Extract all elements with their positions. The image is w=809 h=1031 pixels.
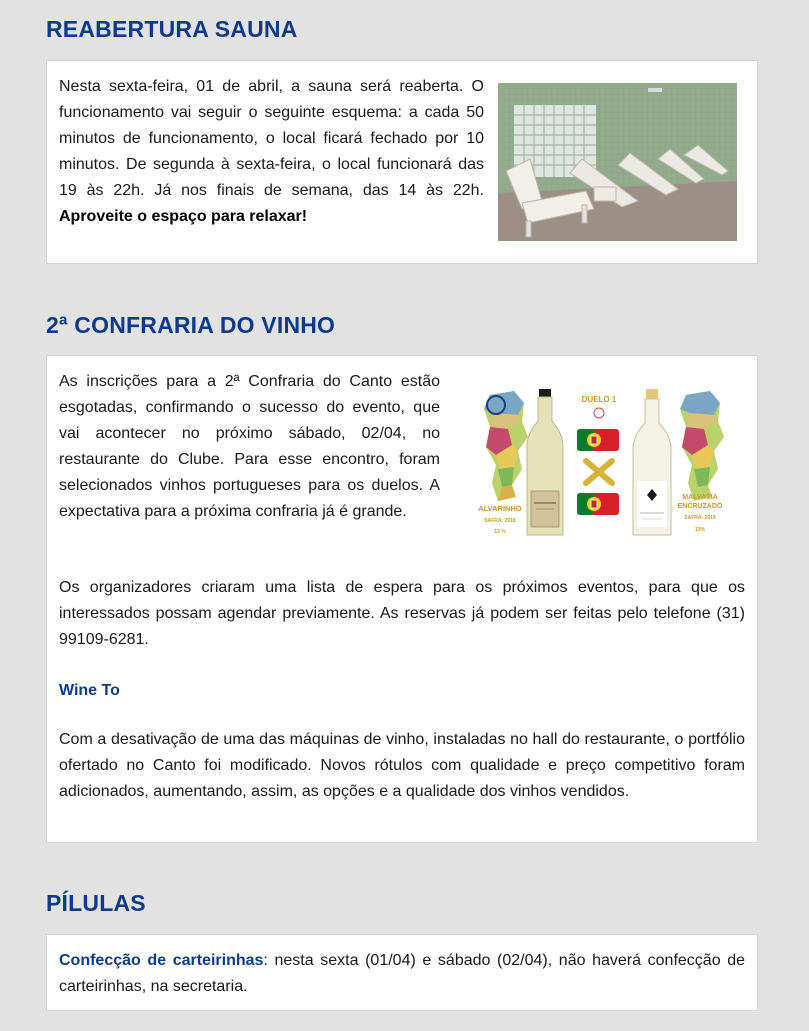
- right-wine-abv: 13%: [694, 527, 706, 533]
- portugal-map-right: [680, 391, 724, 501]
- sauna-section-title: REABERTURA SAUNA: [46, 16, 298, 42]
- pilulas-card: [46, 934, 758, 1011]
- wine-duel-image: [472, 385, 727, 540]
- right-wine-name-1: MALVASIA: [682, 494, 718, 501]
- confraria-card: [46, 355, 758, 843]
- left-wine-bottle: [527, 389, 563, 535]
- portugal-flag-top-icon: [577, 429, 619, 451]
- portugal-flag-bottom-icon: [577, 493, 619, 515]
- pilulas-lead: Confecção de carteirinhas: [59, 952, 264, 969]
- sauna-body: Nesta sexta-feira, 01 de abril, a sauna será reaberta. O funcionamento vai seguir o seguinte esquema: a cada 50 minutos de funcionamento, o local ficará fechado por 10 minutos. De segunda à sexta-feira, o local funcionará das 19 às 22h. Já nos finais de semana, das 14 às 22h.: [59, 78, 484, 199]
- confraria-para-3: Com a desativação de uma das máquinas de vinho, instaladas no hall do restaurante, o portfólio ofertado no Canto foi modificado. Novos rótulos com qualidade e preço competitivo foram adicionados, aumentando, assim, as opções e a qualidade dos vinhos vendidos.: [59, 731, 745, 800]
- sauna-card: [46, 60, 758, 264]
- sauna-photo: [498, 83, 737, 241]
- confraria-para-1: As inscrições para a 2ª Confraria do Canto estão esgotadas, confirmando o sucesso do evento, que vai acontecer no próximo sábado, 02/04, no restaurante do Clube. Para esse encontro, foram selecionados vinhos portugueses para os duelos. A expectativa para a próxima confraria já é grande.: [59, 373, 440, 520]
- confraria-section-title: 2ª CONFRARIA DO VINHO: [46, 312, 336, 338]
- right-wine-bottle: [633, 389, 671, 535]
- portugal-map-left: [484, 391, 528, 501]
- left-wine-name: ALVARINHO: [478, 504, 522, 513]
- duel-label: DUELO 1: [581, 395, 617, 404]
- pilulas-section-title: PÍLULAS: [46, 890, 146, 916]
- sauna-highlight: Aproveite o espaço para relaxar!: [59, 208, 308, 225]
- pilulas-body: : nesta sexta (01/04) e sábado (02/04), não haverá confecção de carteirinhas, na secretaria.: [59, 952, 745, 995]
- pilulas-text: [59, 948, 745, 1000]
- left-wine-safra: SAFRA: 2018: [484, 518, 516, 524]
- duel-x-icon: [586, 461, 612, 483]
- sauna-text: [59, 74, 484, 230]
- right-wine-safra: SAFRA: 2019: [684, 515, 716, 521]
- left-wine-abv: 13 %: [494, 529, 506, 535]
- wine-to-subheading: Wine To: [59, 682, 120, 699]
- right-wine-name-2: ENCRUZADO: [677, 503, 723, 510]
- confraria-para-2: Os organizadores criaram uma lista de espera para os próximos eventos, para que os interessados possam agendar previamente. As reservas já podem ser feitas pelo telefone (31) 99109-6281.: [59, 579, 745, 648]
